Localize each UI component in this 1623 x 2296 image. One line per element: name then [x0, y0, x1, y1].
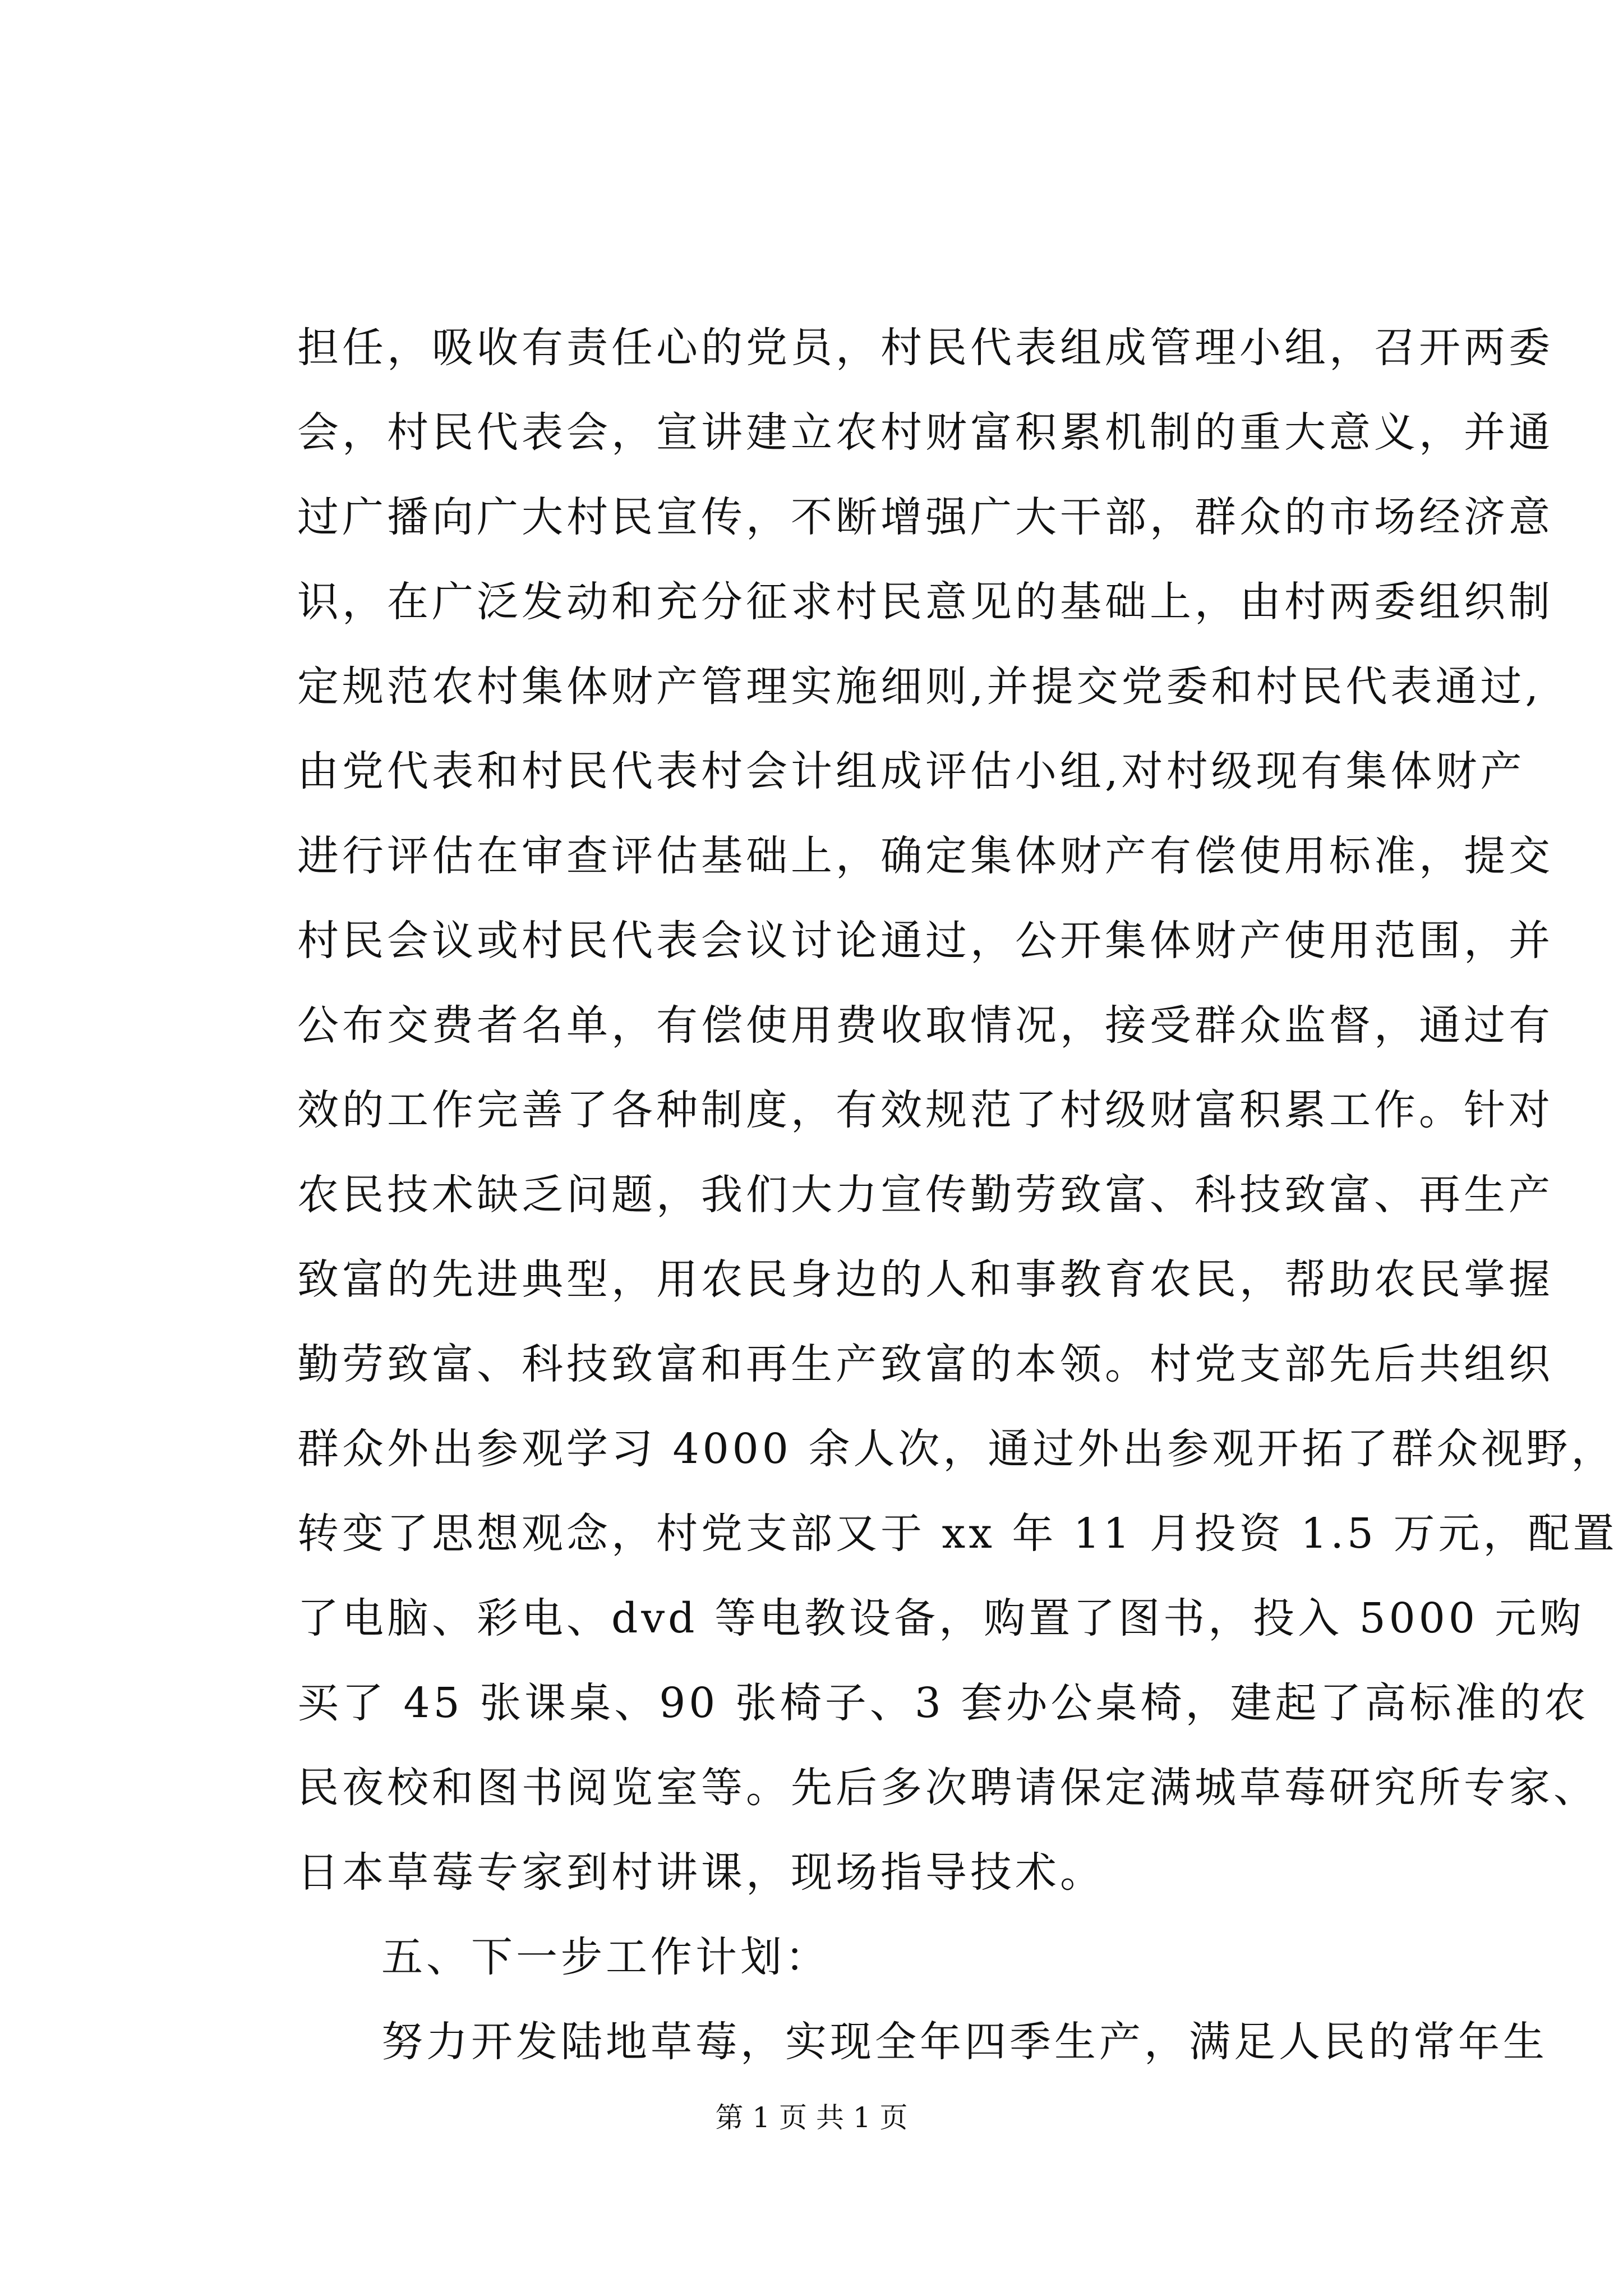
- text-line: 群众外出参观学习 4000 余人次，通过外出参观开拓了群众视野，: [297, 1425, 1616, 1473]
- text-line: 由党代表和村民代表村会计组成评估小组,对村级现有集体财产: [297, 747, 1525, 795]
- text-line: 民夜校和图书阅览室等。先后多次聘请保定满城草莓研究所专家、: [297, 1764, 1598, 1812]
- document-body: [297, 306, 1618, 2085]
- text-line: 识，在广泛发动和充分征求村民意见的基础上，由村两委组织制: [297, 578, 1553, 626]
- text-line: 效的工作完善了各种制度，有效规范了村级财富积累工作。针对: [297, 1086, 1553, 1134]
- text-line: 过广播向广大村民宣传，不断增强广大干部，群众的市场经济意: [297, 493, 1553, 541]
- text-line: 努力开发陆地草莓，实现全年四季生产，满足人民的常年生: [381, 2018, 1548, 2066]
- text-line: 转变了思想观念，村党支部又于 xx 年 11 月投资 1.5 万元，配置: [297, 1510, 1618, 1558]
- text-line: 进行评估在审查评估基础上，确定集体财产有偿使用标准，提交: [297, 832, 1553, 880]
- text-line: 定规范农村集体财产管理实施细则,并提交党委和村民代表通过,: [297, 662, 1542, 711]
- text-line: 买了 45 张课桌、90 张椅子、3 套办公桌椅，建起了高标准的农: [297, 1679, 1589, 1727]
- text-line: 勤劳致富、科技致富和再生产致富的本领。村党支部先后共组织: [297, 1340, 1553, 1388]
- text-line: 会，村民代表会，宣讲建立农村财富积累机制的重大意义，并通: [297, 408, 1553, 457]
- text-line: 了电脑、彩电、dvd 等电教设备，购置了图书，投入 5000 元购: [297, 1594, 1585, 1642]
- text-line: 担任，吸收有责任心的党员，村民代表组成管理小组，召开两委: [297, 324, 1553, 372]
- section-heading: 五、下一步工作计划：: [381, 1933, 830, 1981]
- text-line: 公布交费者名单，有偿使用费收取情况，接受群众监督，通过有: [297, 1001, 1553, 1050]
- text-line: 日本草莓专家到村讲课，现场指导技术。: [297, 1848, 1105, 1897]
- page-footer: 第 1 页 共 1 页: [715, 2101, 908, 2134]
- text-line: 农民技术缺乏问题，我们大力宣传勤劳致富、科技致富、再生产: [297, 1171, 1553, 1219]
- text-line: 村民会议或村民代表会议讨论通过，公开集体财产使用范围，并: [297, 917, 1553, 965]
- text-line: 致富的先进典型，用农民身边的人和事教育农民，帮助农民掌握: [297, 1255, 1553, 1304]
